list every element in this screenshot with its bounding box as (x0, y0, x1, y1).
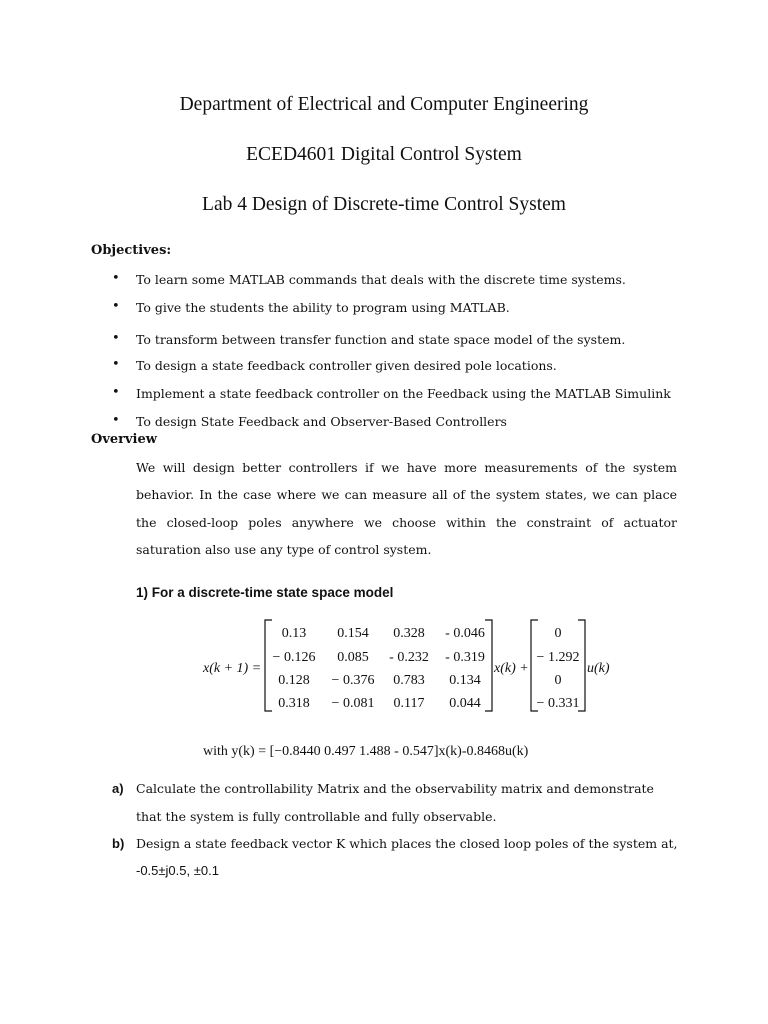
vector-b (537, 626, 580, 711)
matrix-a-cell: 0.318 (278, 696, 310, 711)
matrix-a (273, 626, 485, 711)
matrix-a-cell: 0.13 (281, 626, 307, 641)
document-page: Department of Electrical and Computer Engineering ECED4601 Digital Control System Lab 4 Design of Discrete-time Control System Objectives: • To learn some MATLAB commands that deals with the discrete time systems. • To give the students the ability to program using MATLAB. • To transform between transfer function and state space model of the system. • To design a state feedback controller given desired pole locations. • Implement a state feedback controller on the Feedback using the MATLAB Simulink • To design State Feedback and Observer-Based Controllers Overview We will design better controllers if we have more measurements of the system behavior. In the case where we can measure all of the system states, we can place the closed-loop poles anywhere we choose within the constraint of actuator saturation also use any type of control system. 1) For a discrete-time state space model x(k + 1) = 0.13 0.154 0.328 - 0.046 − 0.126 0.085 - 0.232 - 0.319 0.128 − 0.376 0.783 0.134 0.318 − 0.081 0.117 0.044 x(k) + 0 − 1.292 0 − 0.331 u(k) with y(k) = [−0.8440 0.497 1.488 - 0.547]x(k)-0.8468u(k) a) Calculate the controllability Matrix and the observability matrix and demonstrate that the system is fully controllable and fully observable. b) Design a state feedback vector K which places the closed loop poles of the system at, -0.5±j0.5, ±0.1 (0, 0, 768, 1024)
bullet-icon: • (112, 385, 120, 400)
bullet-icon: • (112, 271, 120, 286)
input-term: u(k) (587, 661, 610, 676)
course-title: ECED4601 Digital Control System (246, 144, 522, 165)
matrix-a-cell: 0.328 (393, 626, 425, 641)
matrix-a-right-bracket (485, 620, 492, 711)
bullet-icon: • (112, 299, 120, 314)
matrix-a-cell: - 0.232 (389, 650, 429, 665)
section-1-title: 1) For a discrete-time state space model (136, 585, 394, 600)
overview-line: saturation also use any type of control system. (136, 542, 432, 557)
bullet-icon: • (112, 357, 120, 372)
question-label: a) (112, 781, 124, 796)
matrix-a-cell: - 0.046 (445, 626, 485, 641)
vector-b-cell: − 0.331 (536, 696, 580, 711)
question-text: Design a state feedback vector K which places the closed loop poles of the system at, (136, 836, 678, 851)
matrix-a-cell: 0.085 (337, 650, 369, 665)
matrix-a-left-bracket (265, 620, 272, 711)
department-title: Department of Electrical and Computer Engineering (179, 94, 589, 115)
question-label: b) (112, 836, 125, 851)
lab-title: Lab 4 Design of Discrete-time Control System (202, 194, 566, 215)
overview-heading: Overview (91, 432, 157, 447)
question-text: Calculate the controllability Matrix and the observability matrix and demonstrate (136, 781, 654, 796)
matrix-a-cell: 0.154 (337, 626, 369, 641)
equation-lhs: x(k + 1) = (203, 661, 262, 676)
pole-locations: -0.5±j0.5, ±0.1 (136, 863, 219, 878)
question-text: that the system is fully controllable and fully observable. (136, 809, 497, 824)
bullet-icon: • (112, 413, 120, 428)
vector-b-cell: − 1.292 (536, 650, 580, 665)
matrix-a-cell: - 0.319 (445, 650, 485, 665)
overview-line: the closed-loop poles anywhere we choose within the constraint of actuator (136, 515, 677, 530)
matrix-a-cell: 0.044 (449, 696, 481, 711)
vector-b-cell: 0 (554, 626, 562, 641)
bullet-icon: • (112, 331, 120, 346)
matrix-a-cell: 0.783 (393, 673, 425, 688)
vector-b-cell: 0 (554, 673, 562, 688)
matrix-a-cell: 0.117 (393, 696, 425, 711)
overview-line: behavior. In the case where we can measure all of the system states, we can place (136, 487, 677, 502)
matrix-a-cell: − 0.081 (331, 696, 375, 711)
matrix-a-cell: 0.134 (449, 673, 481, 688)
matrix-a-cell: 0.128 (278, 673, 310, 688)
objectives-heading: Objectives: (91, 243, 172, 258)
matrix-a-cell: − 0.376 (331, 673, 375, 688)
state-term: x(k) + (494, 661, 529, 676)
overview-line: We will design better controllers if we have more measurements of the system (136, 460, 677, 475)
matrix-a-cell: − 0.126 (272, 650, 316, 665)
output-equation: with y(k) = [−0.8440 0.497 1.488 - 0.547]x(k)-0.8468u(k) (203, 744, 529, 759)
